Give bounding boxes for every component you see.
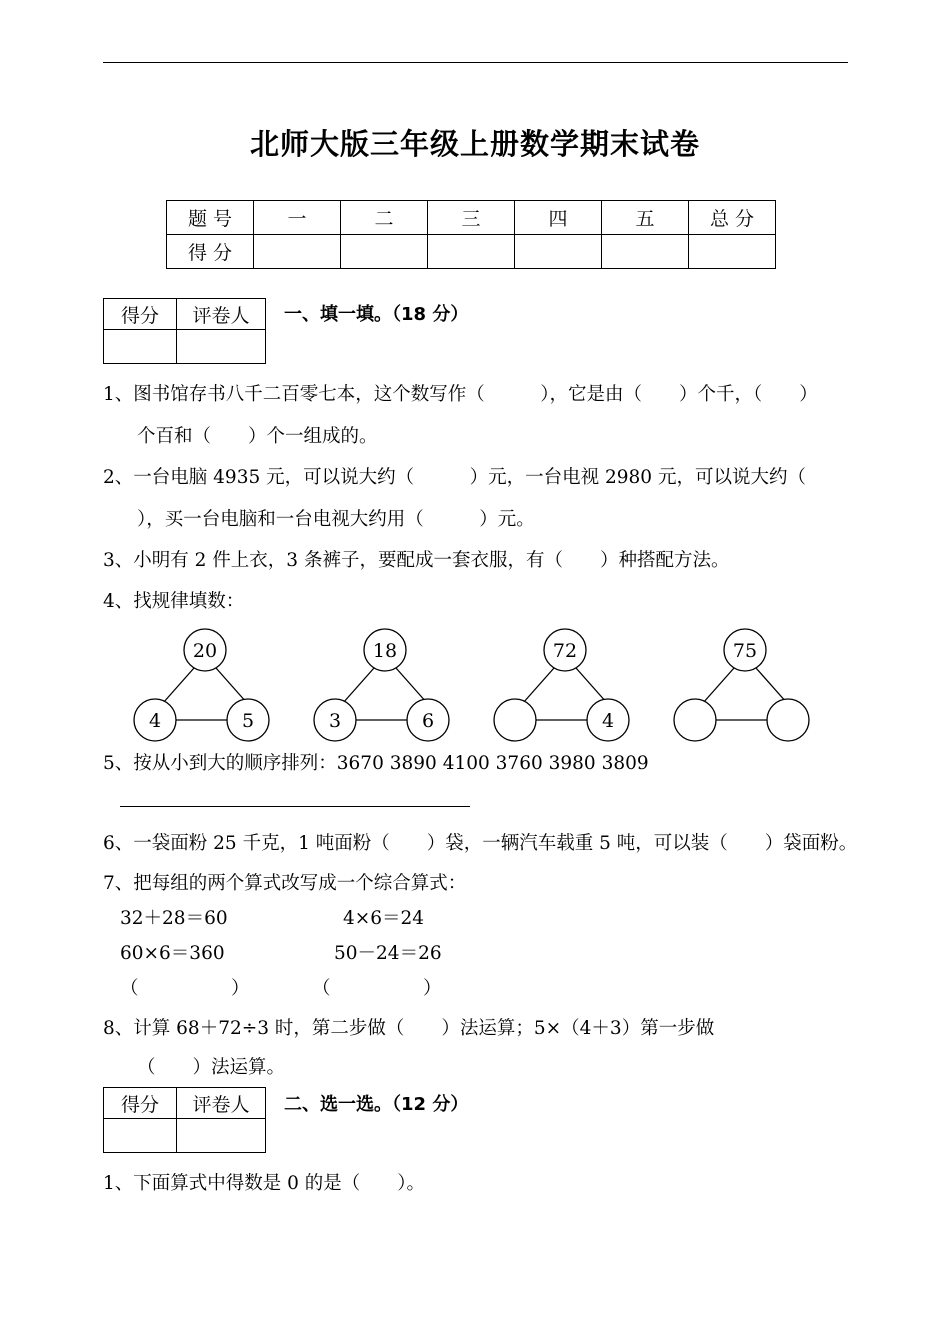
combined-blank-b[interactable]: （ ） xyxy=(312,978,442,999)
grader-name-cell[interactable] xyxy=(177,330,266,364)
page-title: 北师大版三年级上册数学期末试卷 xyxy=(249,127,700,161)
score-cell[interactable] xyxy=(689,235,776,269)
answer-line[interactable] xyxy=(120,806,470,807)
triangle-4-top: 75 xyxy=(732,640,758,662)
triangle-3-right: 4 xyxy=(601,710,615,732)
score-row-label: 得 分 xyxy=(167,235,254,269)
question-5: 5、按从小到大的顺序排列：3670 3890 4100 3760 3980 3809 xyxy=(103,753,649,774)
question-2-line-1: 2、一台电脑 4935 元，可以说大约（ ）元，一台电视 2980 元，可以说大约（ xyxy=(103,467,806,488)
score-table xyxy=(166,200,776,269)
score-header-cell: 题 号 xyxy=(167,201,254,235)
triangle-1-top: 20 xyxy=(192,640,218,662)
expression-a2: 60×6＝360 xyxy=(120,943,225,964)
grader-score-cell[interactable] xyxy=(104,1119,177,1153)
score-header-row xyxy=(167,201,776,235)
triangle-3-top: 72 xyxy=(552,640,578,662)
triangle-2 xyxy=(314,629,449,741)
top-rule xyxy=(103,62,848,63)
triangle-4-right-blank[interactable] xyxy=(767,699,809,741)
score-header-cell: 四 xyxy=(515,201,602,235)
section-1-heading: 一、填一填。（18 分） xyxy=(284,304,469,325)
question-1-line-2: 个百和（ ）个一组成的。 xyxy=(137,426,378,447)
expression-a1: 32＋28＝60 xyxy=(120,908,228,929)
triangle-2-left: 3 xyxy=(328,710,342,732)
score-cell[interactable] xyxy=(254,235,341,269)
question-1-line-1: 1、图书馆存书八千二百零七本，这个数写作（ ），它是由（ ）个千，（ ） xyxy=(103,384,818,405)
question-8-line-1: 8、计算 68＋72÷3 时，第二步做（ ）法运算；5×（4＋3）第一步做 xyxy=(103,1018,715,1039)
triangle-4-left-blank[interactable] xyxy=(674,699,716,741)
question-6: 6、一袋面粉 25 千克，1 吨面粉（ ）袋，一辆汽车载重 5 吨，可以装（ ）袋面粉。 xyxy=(103,833,858,854)
question-7: 7、把每组的两个算式改写成一个综合算式： xyxy=(103,873,467,894)
score-cell[interactable] xyxy=(428,235,515,269)
score-header-cell: 总 分 xyxy=(689,201,776,235)
question-4: 4、找规律填数： xyxy=(103,591,245,612)
triangle-4 xyxy=(674,629,809,741)
score-cell[interactable] xyxy=(515,235,602,269)
triangle-2-top: 18 xyxy=(372,640,398,662)
grader-name-cell[interactable] xyxy=(177,1119,266,1153)
grader-box-1 xyxy=(103,298,266,364)
score-cell[interactable] xyxy=(602,235,689,269)
triangle-3-left-blank[interactable] xyxy=(494,699,536,741)
expression-b2: 50－24＝26 xyxy=(334,943,442,964)
question-8-line-2: （ ）法运算。 xyxy=(137,1057,286,1078)
section-2-heading: 二、选一选。（12 分） xyxy=(284,1094,469,1115)
score-header-cell: 三 xyxy=(428,201,515,235)
score-value-row xyxy=(167,235,776,269)
grader-score-label: 得分 xyxy=(104,1088,177,1119)
question-3: 3、小明有 2 件上衣，3 条裤子，要配成一套衣服，有（ ）种搭配方法。 xyxy=(103,550,730,571)
score-header-cell: 一 xyxy=(254,201,341,235)
grader-name-label: 评卷人 xyxy=(177,299,266,330)
score-cell[interactable] xyxy=(341,235,428,269)
pattern-triangles xyxy=(120,620,840,745)
triangle-1-right: 5 xyxy=(241,710,255,732)
section-2-question-1: 1、下面算式中得数是 0 的是（ ）。 xyxy=(103,1173,426,1194)
triangle-1 xyxy=(134,629,269,741)
score-header-cell: 二 xyxy=(341,201,428,235)
question-2-line-2: ），买一台电脑和一台电视大约用（ ）元。 xyxy=(137,509,535,530)
score-header-cell: 五 xyxy=(602,201,689,235)
expression-b1: 4×6＝24 xyxy=(343,908,425,929)
triangle-1-left: 4 xyxy=(148,710,162,732)
grader-score-cell[interactable] xyxy=(104,330,177,364)
triangle-3 xyxy=(494,629,629,741)
triangle-2-right: 6 xyxy=(421,710,435,732)
grader-name-label: 评卷人 xyxy=(177,1088,266,1119)
grader-box-2 xyxy=(103,1087,266,1153)
combined-blank-a[interactable]: （ ） xyxy=(120,978,250,999)
grader-score-label: 得分 xyxy=(104,299,177,330)
